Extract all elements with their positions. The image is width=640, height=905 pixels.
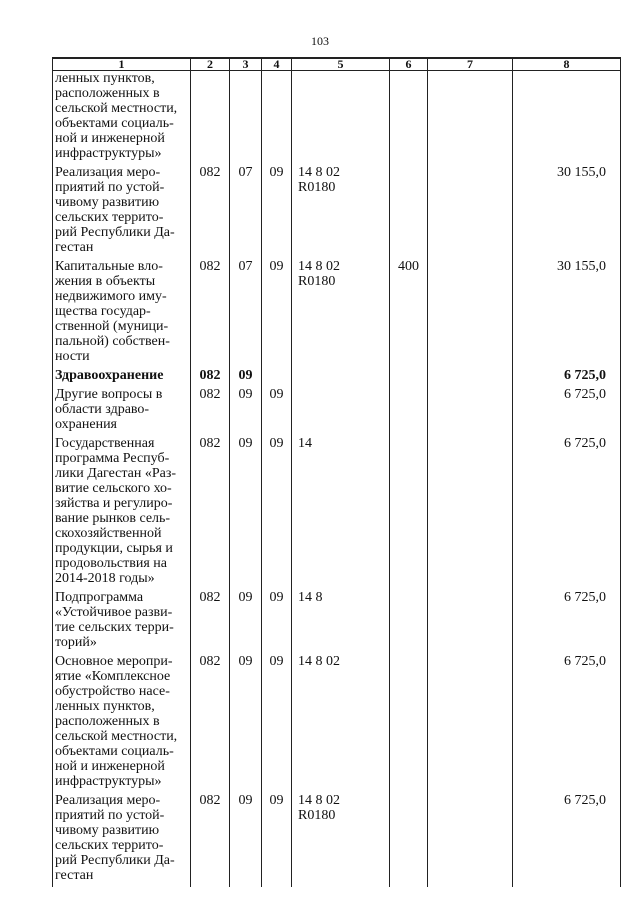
column-header: 6 <box>390 58 428 71</box>
name-line: сельской местности, <box>55 729 178 744</box>
cell-subsection: 09 <box>262 259 292 368</box>
cell-expense-type <box>390 165 428 259</box>
table-body <box>53 71 621 888</box>
cell-amount: 6 725,0 <box>513 368 621 387</box>
table-row <box>53 436 621 590</box>
name-line: расположенных в <box>55 714 160 729</box>
cell-column-7 <box>428 259 513 368</box>
cell-section: 09 <box>230 368 262 387</box>
cell-target-article <box>292 368 390 387</box>
article-line: 14 8 02 <box>298 793 340 808</box>
name-line: Реализация меро- <box>55 793 161 808</box>
name-line: ятие «Комплексное <box>55 669 171 684</box>
column-header: 1 <box>53 58 191 71</box>
cell-name <box>53 793 191 883</box>
article-line: 14 <box>298 436 312 451</box>
table-row <box>53 71 621 166</box>
name-line: программа Респуб- <box>55 451 170 466</box>
filler-cell <box>191 883 230 887</box>
name-line: продукции, сырья и <box>55 541 173 556</box>
cell-section: 09 <box>230 793 262 883</box>
cell-section: 09 <box>230 436 262 590</box>
name-line: недвижимого иму- <box>55 289 167 304</box>
name-line: объектами социаль- <box>55 116 174 131</box>
name-line: Основное меропри- <box>55 654 173 669</box>
cell-section: 09 <box>230 387 262 436</box>
cell-amount: 6 725,0 <box>513 590 621 654</box>
cell-column-7 <box>428 590 513 654</box>
article-line: R0180 <box>298 180 336 195</box>
name-line: чивому развитию <box>55 195 160 210</box>
cell-name <box>53 165 191 259</box>
cell-expense-type <box>390 793 428 883</box>
cell-ministry-code: 082 <box>191 590 230 654</box>
name-line: ственной (муници- <box>55 319 169 334</box>
article-line: 14 8 02 <box>298 654 340 669</box>
cell-expense-type <box>390 436 428 590</box>
cell-amount: 6 725,0 <box>513 793 621 883</box>
name-line: ленных пунктов, <box>55 71 155 86</box>
name-line: сельских террито- <box>55 210 164 225</box>
cell-expense-type <box>390 71 428 166</box>
cell-target-article <box>292 259 390 368</box>
filler-cell <box>513 883 621 887</box>
name-line: пальной) собствен- <box>55 334 170 349</box>
name-line: гестан <box>55 868 94 883</box>
name-line: вание рынков сель- <box>55 511 171 526</box>
cell-name <box>53 387 191 436</box>
cell-ministry-code: 082 <box>191 387 230 436</box>
filler-cell <box>262 883 292 887</box>
name-line: рий Республики Да- <box>55 853 175 868</box>
table-row <box>53 654 621 793</box>
cell-subsection: 09 <box>262 436 292 590</box>
cell-subsection: 09 <box>262 387 292 436</box>
cell-name <box>53 590 191 654</box>
name-line: рий Республики Да- <box>55 225 175 240</box>
cell-target-article <box>292 387 390 436</box>
cell-column-7 <box>428 165 513 259</box>
cell-ministry-code: 082 <box>191 368 230 387</box>
name-line: сельских террито- <box>55 838 164 853</box>
name-line: Капитальные вло- <box>55 259 163 274</box>
cell-target-article <box>292 793 390 883</box>
name-line: лики Дагестан «Раз- <box>55 466 177 481</box>
cell-column-7 <box>428 654 513 793</box>
name-line: обустройство насе- <box>55 684 170 699</box>
cell-subsection <box>262 71 292 166</box>
cell-ministry-code <box>191 71 230 166</box>
name-line: ной и инженерной <box>55 131 165 146</box>
cell-target-article <box>292 165 390 259</box>
cell-section <box>230 71 262 166</box>
name-line: Подпрограмма <box>55 590 144 605</box>
name-line: области здраво- <box>55 402 150 417</box>
table-row <box>53 259 621 368</box>
cell-amount <box>513 71 621 166</box>
cell-section: 07 <box>230 165 262 259</box>
cell-section: 09 <box>230 654 262 793</box>
filler-cell <box>292 883 390 887</box>
cell-ministry-code: 082 <box>191 436 230 590</box>
budget-table <box>52 57 621 887</box>
article-line: R0180 <box>298 274 336 289</box>
name-line: инфраструктуры» <box>55 774 162 789</box>
table-row <box>53 793 621 883</box>
filler-cell <box>428 883 513 887</box>
cell-column-7 <box>428 436 513 590</box>
cell-target-article <box>292 436 390 590</box>
cell-subsection: 09 <box>262 165 292 259</box>
cell-name <box>53 654 191 793</box>
cell-amount: 30 155,0 <box>513 259 621 368</box>
column-header: 2 <box>191 58 230 71</box>
name-line: 2014-2018 годы» <box>55 571 155 586</box>
filler-cell <box>230 883 262 887</box>
cell-target-article <box>292 71 390 166</box>
cell-subsection: 09 <box>262 590 292 654</box>
column-header: 5 <box>292 58 390 71</box>
cell-expense-type <box>390 368 428 387</box>
name-line: продовольствия на <box>55 556 167 571</box>
table-filler-row <box>53 883 621 887</box>
cell-subsection: 09 <box>262 793 292 883</box>
cell-amount: 6 725,0 <box>513 436 621 590</box>
name-line: чивому развитию <box>55 823 160 838</box>
name-line: Реализация меро- <box>55 165 161 180</box>
name-line: ной и инженерной <box>55 759 165 774</box>
name-line: приятий по устой- <box>55 180 165 195</box>
name-line: Другие вопросы в <box>55 387 163 402</box>
cell-ministry-code: 082 <box>191 793 230 883</box>
name-line: приятий по устой- <box>55 808 165 823</box>
table-row <box>53 165 621 259</box>
column-header: 3 <box>230 58 262 71</box>
name-line: Здравоохранение <box>55 368 164 383</box>
table-header-row <box>53 58 621 71</box>
name-line: охранения <box>55 417 117 432</box>
article-line: R0180 <box>298 808 336 823</box>
cell-amount: 6 725,0 <box>513 654 621 793</box>
name-line: ности <box>55 349 90 364</box>
name-line: тие сельских терри- <box>55 620 174 635</box>
cell-column-7 <box>428 368 513 387</box>
cell-amount: 30 155,0 <box>513 165 621 259</box>
name-line: скохозяйственной <box>55 526 162 541</box>
name-line: Государственная <box>55 436 155 451</box>
name-line: ленных пунктов, <box>55 699 155 714</box>
name-line: витие сельского хо- <box>55 481 172 496</box>
table-row <box>53 368 621 387</box>
cell-column-7 <box>428 71 513 166</box>
cell-name <box>53 71 191 166</box>
name-line: сельской местности, <box>55 101 178 116</box>
column-header: 7 <box>428 58 513 71</box>
cell-ministry-code: 082 <box>191 259 230 368</box>
cell-section: 07 <box>230 259 262 368</box>
table-row <box>53 590 621 654</box>
name-line: объектами социаль- <box>55 744 174 759</box>
cell-name <box>53 259 191 368</box>
cell-subsection: 09 <box>262 654 292 793</box>
table-row <box>53 387 621 436</box>
column-header: 8 <box>513 58 621 71</box>
cell-subsection <box>262 368 292 387</box>
name-line: инфраструктуры» <box>55 146 162 161</box>
cell-column-7 <box>428 793 513 883</box>
cell-name <box>53 436 191 590</box>
cell-ministry-code: 082 <box>191 654 230 793</box>
article-line: 14 8 02 <box>298 259 340 274</box>
cell-expense-type <box>390 654 428 793</box>
name-line: жения в объекты <box>55 274 156 289</box>
cell-ministry-code: 082 <box>191 165 230 259</box>
column-header: 4 <box>262 58 292 71</box>
cell-expense-type <box>390 387 428 436</box>
page-number: 103 <box>311 34 329 48</box>
cell-amount: 6 725,0 <box>513 387 621 436</box>
cell-target-article <box>292 590 390 654</box>
cell-target-article <box>292 654 390 793</box>
name-line: расположенных в <box>55 86 160 101</box>
name-line: щества государ- <box>55 304 151 319</box>
name-line: «Устойчивое разви- <box>55 605 173 620</box>
cell-column-7 <box>428 387 513 436</box>
article-line: 14 8 <box>298 590 323 605</box>
name-line: гестан <box>55 240 94 255</box>
cell-section: 09 <box>230 590 262 654</box>
article-line: 14 8 02 <box>298 165 340 180</box>
filler-cell <box>390 883 428 887</box>
filler-cell <box>53 883 191 887</box>
cell-name <box>53 368 191 387</box>
name-line: зяйства и регулиро- <box>55 496 173 511</box>
cell-expense-type: 400 <box>390 259 428 368</box>
name-line: торий» <box>55 635 97 650</box>
cell-expense-type <box>390 590 428 654</box>
